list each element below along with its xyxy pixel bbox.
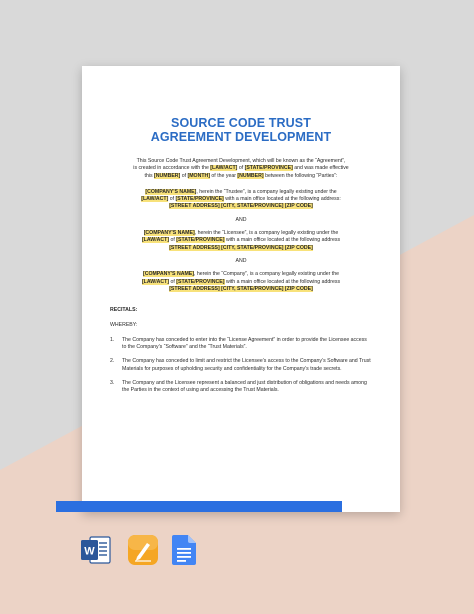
number-placeholder: [NUMBER] [237,172,264,179]
law-act-placeholder: [LAW/ACT] [141,196,169,203]
intro-text: This Source Code Trust Agreement Development, which will be known as the “Agreement”, [136,158,346,164]
party-text: of [169,278,177,285]
title-line-2: AGREEMENT DEVELOPMENT [150,130,332,144]
document-title [110,116,372,144]
party-text: with a main office located at the following address [224,278,341,285]
accent-bar [56,501,342,512]
party-text: , herein the “Trustee”, is a company legally existing under the [196,188,337,195]
party-text: , herein the “Licensee”, is a company legally existing under the [194,230,339,237]
word-icon[interactable] [80,535,112,565]
state-province-placeholder: [STATE/PROVINCE] [175,196,224,203]
party-text: of [169,237,177,244]
intro-text: this [144,172,155,179]
whereby-label: WHEREBY: [110,322,138,329]
number-placeholder: [NUMBER] [154,172,181,179]
law-act-placeholder: [LAW/ACT] [141,278,170,285]
company-name-placeholder: [COMPANY'S NAME] [143,230,195,237]
intro-text: of [180,172,188,179]
intro-text: and was made effective [292,165,349,172]
document-page [82,66,400,512]
list-item-number: 1. [110,336,115,343]
state-province-placeholder: [STATE/PROVINCE] [244,165,293,172]
word-icon-letter: W [84,545,95,558]
law-act-placeholder: [LAW/ACT] [141,237,170,244]
list-item [110,380,372,395]
list-item-number: 2. [110,358,115,365]
and-separator: AND [235,257,247,264]
intro-paragraph [110,158,372,180]
company-name-placeholder: [COMPANY'S NAME] [142,271,194,278]
party-text: , herein the “Company”, is a company legally existing under the [193,271,340,278]
intro-text: is created in accordance with the [133,165,211,172]
pages-icon[interactable] [128,535,158,565]
list-item-text: The Company and the Licensee represent a balanced and just distribution of obligations and needs among the Parties in the context of using and accessing the Trust Materials. [122,379,367,394]
month-placeholder: [MONTH] [187,172,210,179]
state-province-placeholder: [STATE/PROVINCE] [176,237,225,244]
party-company [110,271,372,293]
google-docs-icon[interactable] [172,535,196,565]
law-act-placeholder: [LAW/ACT] [210,165,238,172]
company-name-placeholder: [COMPANY'S NAME] [145,188,197,195]
address-placeholder: [STREET ADDRESS] [CITY, STATE/PROVINCE] [ZIP CODE] [169,285,313,292]
state-province-placeholder: [STATE/PROVINCE] [176,278,225,285]
party-licensee [110,230,372,252]
party-text: of [168,196,176,203]
party-text: with a main office located at the following address [224,237,341,244]
party-trustee [110,189,372,211]
title-line-1: SOURCE CODE TRUST [171,116,311,130]
list-item-text: The Company has conceded to enter into the “License Agreement” in order to provide the Licensee access to the Company’s “Software” and the “Trust Materials”. [122,336,367,351]
intro-text: of [237,165,245,172]
list-item-number: 3. [110,379,115,386]
recitals-heading: RECITALS: [110,307,138,314]
address-placeholder: [STREET ADDRESS] [CITY, STATE/PROVINCE] [ZIP CODE] [169,244,313,251]
recitals-list [110,337,372,395]
address-placeholder: [STREET ADDRESS] [CITY, STATE/PROVINCE] [ZIP CODE] [169,203,313,210]
and-separator: AND [235,216,247,223]
list-item [110,337,372,352]
intro-text: of the year [209,172,238,179]
party-text: with a main office located at the following address: [223,196,341,203]
list-item-text: The Company has conceded to limit and restrict the Licensee’s access to the Company’s Software and Trust Materials for purposes of upholding security and confidentiality for the Company’s trade secrets. [122,358,371,372]
list-item [110,358,372,373]
intro-text: between the following “Parties”: [263,172,338,179]
